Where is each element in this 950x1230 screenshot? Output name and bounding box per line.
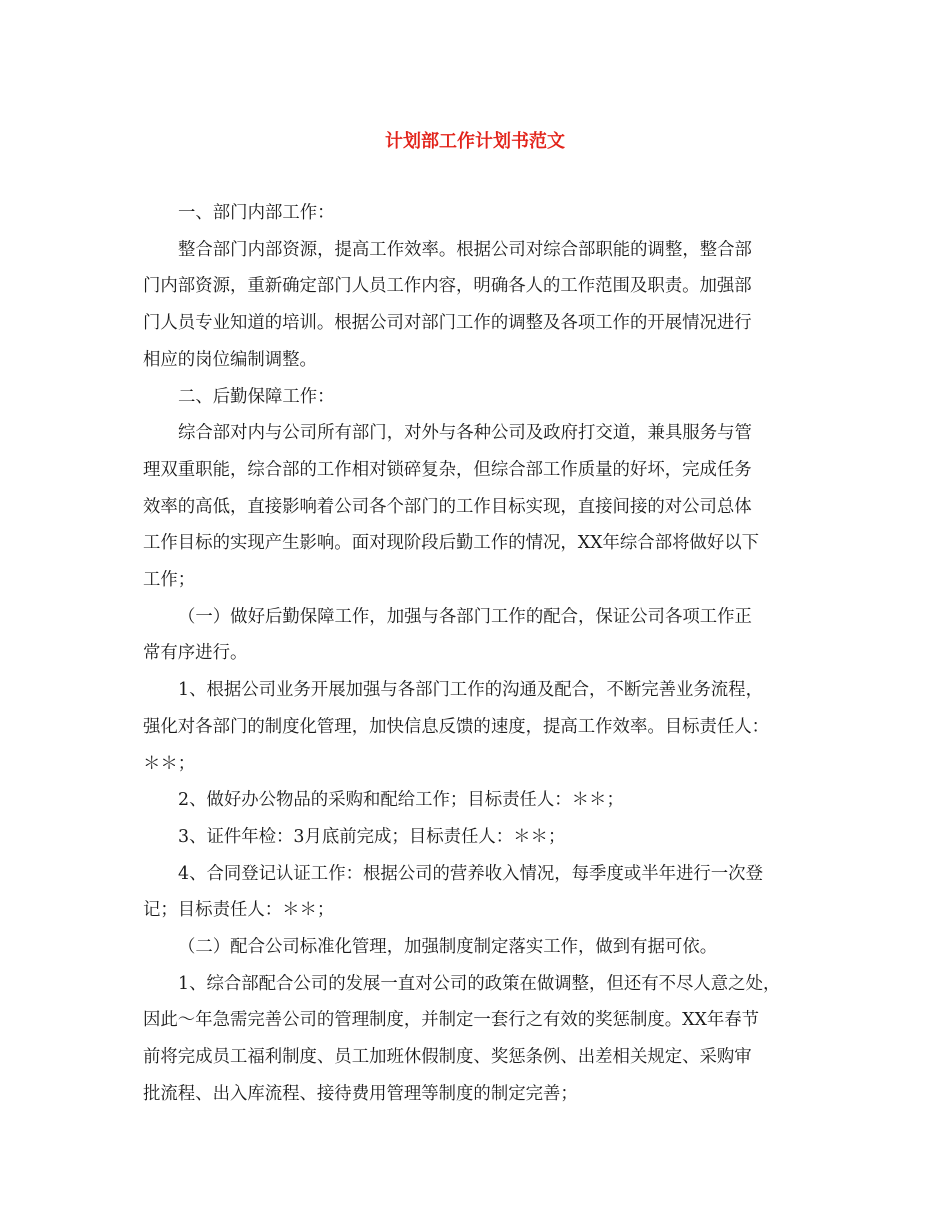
paragraph-line: 理双重职能，综合部的工作相对锁碎复杂，但综合部工作质量的好坏，完成任务 (143, 459, 752, 480)
paragraph-line: 常有序进行。 (143, 643, 248, 664)
paragraph-line: 工作； (143, 570, 196, 591)
paragraph-line: 相应的岗位编制调整。 (143, 349, 317, 370)
list-item-line: 强化对各部门的制度化管理，加快信息反馈的速度，提高工作效率。目标责任人： (143, 716, 770, 737)
paragraph-line: 门内部资源，重新确定部门人员工作内容，明确各人的工作范围及职责。加强部 (143, 276, 752, 297)
document-title: 计划部工作计划书范文 (385, 131, 565, 152)
paragraph-line: 综合部对内与公司所有部门，对外与各种公司及政府打交道，兼具服务与管 (178, 423, 752, 444)
list-item-line: 因此～年急需完善公司的管理制度，并制定一套行之有效的奖惩制度。XX年春节 (143, 1010, 760, 1031)
section-heading: 二、后勤保障工作： (178, 386, 335, 407)
list-item-line: ＊＊； (143, 753, 196, 774)
document-body (143, 195, 823, 1113)
paragraph-line: 效率的高低，直接影响着公司各个部门的工作目标实现，直接间接的对公司总体 (143, 496, 752, 517)
subsection-heading: （一）做好后勤保障工作，加强与各部门工作的配合，保证公司各项工作正 (178, 606, 752, 627)
paragraph-line: 整合部门内部资源，提高工作效率。根据公司对综合部职能的调整，整合部 (178, 239, 752, 260)
paragraph-line: 工作目标的实现产生影响。面对现阶段后勤工作的情况，XX年综合部将做好以下 (143, 533, 760, 554)
list-item-line: 1、根据公司业务开展加强与各部门工作的沟通及配合，不断完善业务流程， (178, 680, 763, 701)
list-item-line: 3、证件年检：3月底前完成；目标责任人：＊＊； (178, 826, 566, 847)
subsection-heading: （二）配合公司标准化管理，加强制度制定落实工作，做到有据可依。 (178, 937, 718, 958)
list-item-line: 前将完成员工福利制度、员工加班休假制度、奖惩条例、出差相关规定、采购审 (143, 1047, 752, 1068)
list-item-line: 批流程、出入库流程、接待费用管理等制度的制定完善； (143, 1083, 578, 1104)
paragraph-line: 门人员专业知道的培训。根据公司对部门工作的调整及各项工作的开展情况进行 (143, 313, 752, 334)
section-heading: 一、部门内部工作： (178, 203, 335, 223)
list-item-line: 记；目标责任人：＊＊； (143, 900, 335, 921)
list-item-line: 4、合同登记认证工作：根据公司的营养收入情况，每季度或半年进行一次登 (178, 863, 763, 884)
list-item-line: 1、综合部配合公司的发展一直对公司的政策在做调整，但还有不尽人意之处， (178, 973, 781, 994)
list-item-line: 2、做好办公物品的采购和配给工作；目标责任人：＊＊； (178, 790, 624, 811)
